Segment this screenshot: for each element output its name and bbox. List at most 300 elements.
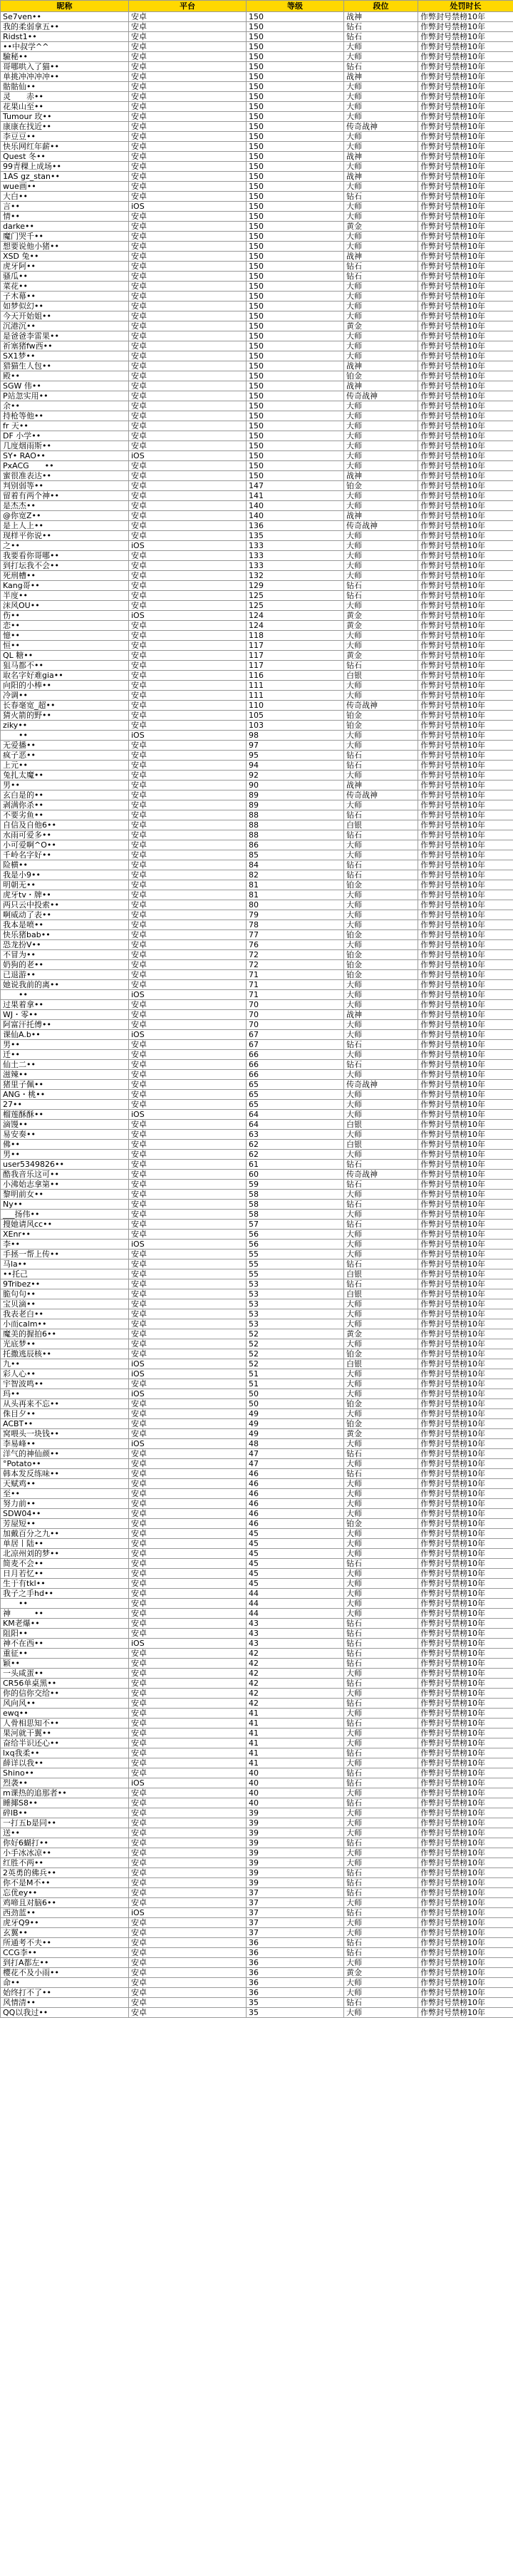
cell-nickname: 殿•• (1, 371, 129, 381)
cell-penalty: 作弊封号禁榜10年 (418, 1978, 513, 1988)
cell-nickname: 玄翼•• (1, 1928, 129, 1938)
cell-nickname: 始终打不了•• (1, 1988, 129, 1998)
cell-nickname: Quest 冬•• (1, 152, 129, 162)
cell-nickname: 玛•• (1, 1389, 129, 1399)
cell-platform: 安卓 (129, 1230, 247, 1240)
cell-platform: 安卓 (129, 82, 247, 92)
cell-rank: 钻石 (344, 1639, 418, 1649)
cell-nickname: 李易峰•• (1, 1439, 129, 1449)
cell-rank: 战神 (344, 381, 418, 391)
table-row (1, 132, 513, 142)
cell-platform: 安卓 (129, 242, 247, 252)
cell-nickname: 奋给半识还心•• (1, 1738, 129, 1748)
cell-platform: iOS (129, 541, 247, 551)
cell-penalty: 作弊封号禁榜10年 (418, 1579, 513, 1589)
cell-platform: 安卓 (129, 1738, 247, 1748)
cell-penalty: 作弊封号禁榜10年 (418, 681, 513, 691)
cell-penalty: 作弊封号禁榜10年 (418, 1309, 513, 1319)
cell-level: 150 (247, 262, 344, 272)
table-row (1, 1240, 513, 1250)
cell-nickname: 灵 赤•• (1, 92, 129, 102)
cell-platform: 安卓 (129, 112, 247, 122)
cell-nickname: DF 小学•• (1, 431, 129, 441)
cell-level: 150 (247, 391, 344, 401)
cell-rank: 大师 (344, 1828, 418, 1838)
cell-rank: 钻石 (344, 272, 418, 282)
table-row (1, 1689, 513, 1699)
cell-level: 45 (247, 1579, 344, 1589)
cell-platform: 安卓 (129, 761, 247, 771)
table-row (1, 800, 513, 810)
cell-platform: 安卓 (129, 411, 247, 421)
cell-nickname: wue画•• (1, 182, 129, 192)
cell-penalty: 作弊封号禁榜10年 (418, 1289, 513, 1299)
cell-level: 60 (247, 1170, 344, 1180)
table-row (1, 1549, 513, 1559)
cell-platform: 安卓 (129, 1010, 247, 1020)
cell-nickname: 你好6蝴打•• (1, 1838, 129, 1848)
cell-rank: 大师 (344, 980, 418, 990)
header-rank: 段位 (344, 1, 418, 12)
cell-penalty: 作弊封号禁榜10年 (418, 1000, 513, 1010)
cell-level: 35 (247, 2008, 344, 2018)
cell-rank: 战神 (344, 72, 418, 82)
cell-penalty: 作弊封号禁榜10年 (418, 1090, 513, 1100)
cell-platform: iOS (129, 1110, 247, 1120)
cell-nickname: 侏目夕•• (1, 1409, 129, 1419)
cell-level: 40 (247, 1778, 344, 1788)
cell-platform: 安卓 (129, 1609, 247, 1619)
table-row (1, 521, 513, 531)
cell-rank: 白银 (344, 1120, 418, 1130)
cell-platform: 安卓 (129, 950, 247, 960)
cell-platform: 安卓 (129, 601, 247, 611)
cell-level: 132 (247, 571, 344, 581)
cell-level: 52 (247, 1359, 344, 1369)
table-row (1, 880, 513, 890)
cell-platform: 安卓 (129, 1848, 247, 1858)
cell-nickname: 你不是M不•• (1, 1878, 129, 1888)
cell-rank: 战神 (344, 361, 418, 371)
cell-rank: 白银 (344, 1359, 418, 1369)
cell-platform: 安卓 (129, 1349, 247, 1359)
cell-platform: 安卓 (129, 701, 247, 711)
cell-nickname: 榴莲酥酥•• (1, 1110, 129, 1120)
cell-penalty: 作弊封号禁榜10年 (418, 1758, 513, 1768)
cell-nickname: 1AS gz_stan•• (1, 172, 129, 182)
cell-penalty: 作弊封号禁榜10年 (418, 72, 513, 82)
cell-platform: 安卓 (129, 1559, 247, 1569)
cell-penalty: 作弊封号禁榜10年 (418, 531, 513, 541)
cell-rank: 战神 (344, 1010, 418, 1020)
cell-rank: 大师 (344, 132, 418, 142)
header-row (1, 1, 513, 12)
cell-platform: 安卓 (129, 331, 247, 341)
table-row (1, 321, 513, 331)
table-row (1, 451, 513, 461)
cell-rank: 黄金 (344, 1968, 418, 1978)
cell-platform: 安卓 (129, 1190, 247, 1200)
cell-rank: 钻石 (344, 1908, 418, 1918)
cell-penalty: 作弊封号禁榜10年 (418, 242, 513, 252)
cell-nickname: 托撒逃辰核•• (1, 1349, 129, 1359)
cell-penalty: 作弊封号禁榜10年 (418, 1609, 513, 1619)
cell-nickname: 从头再来不忘•• (1, 1399, 129, 1409)
cell-nickname: 薛详以我•• (1, 1758, 129, 1768)
cell-nickname: 宝贝滴•• (1, 1299, 129, 1309)
cell-rank: 大师 (344, 431, 418, 441)
table-row (1, 1060, 513, 1070)
table-row (1, 1100, 513, 1110)
cell-level: 150 (247, 192, 344, 202)
cell-level: 56 (247, 1240, 344, 1250)
cell-level: 46 (247, 1489, 344, 1499)
cell-platform: 安卓 (129, 421, 247, 431)
cell-platform: 安卓 (129, 1629, 247, 1639)
cell-penalty: 作弊封号禁榜10年 (418, 1519, 513, 1529)
cell-penalty: 作弊封号禁榜10年 (418, 541, 513, 551)
cell-nickname: 忘优ey•• (1, 1888, 129, 1898)
cell-level: 150 (247, 331, 344, 341)
cell-rank: 钻石 (344, 1888, 418, 1898)
cell-rank: 大师 (344, 1369, 418, 1379)
cell-penalty: 作弊封号禁榜10年 (418, 1170, 513, 1180)
cell-penalty: 作弊封号禁榜10年 (418, 1130, 513, 1140)
cell-rank: 大师 (344, 850, 418, 860)
table-row (1, 1878, 513, 1888)
table-row (1, 2008, 513, 2018)
cell-nickname: 憶•• (1, 631, 129, 641)
cell-penalty: 作弊封号禁榜10年 (418, 930, 513, 940)
cell-platform: 安卓 (129, 1529, 247, 1539)
cell-platform: 安卓 (129, 840, 247, 850)
cell-penalty: 作弊封号禁榜10年 (418, 1768, 513, 1778)
table-row (1, 900, 513, 910)
cell-penalty: 作弊封号禁榜10年 (418, 152, 513, 162)
table-row (1, 222, 513, 232)
cell-platform: 安卓 (129, 571, 247, 581)
cell-rank: 大师 (344, 1070, 418, 1080)
cell-nickname: 恐龙扮V•• (1, 940, 129, 950)
cell-nickname: 无爱播•• (1, 741, 129, 751)
cell-rank: 大师 (344, 461, 418, 471)
cell-level: 150 (247, 142, 344, 152)
cell-platform: 安卓 (129, 302, 247, 311)
table-row (1, 1699, 513, 1709)
table-row (1, 1788, 513, 1798)
table-row (1, 1479, 513, 1489)
cell-nickname: 阿富汗托傅•• (1, 1020, 129, 1030)
cell-penalty: 作弊封号禁榜10年 (418, 1210, 513, 1220)
cell-rank: 战神 (344, 252, 418, 262)
cell-level: 65 (247, 1080, 344, 1090)
cell-platform: 安卓 (129, 1170, 247, 1180)
cell-rank: 大师 (344, 1978, 418, 1988)
cell-penalty: 作弊封号禁榜10年 (418, 22, 513, 32)
cell-level: 46 (247, 1479, 344, 1489)
cell-platform: 安卓 (129, 1150, 247, 1160)
cell-nickname: 睡揶S8•• (1, 1798, 129, 1808)
cell-penalty: 作弊封号禁榜10年 (418, 1719, 513, 1729)
cell-penalty: 作弊封号禁榜10年 (418, 1738, 513, 1748)
cell-rank: 大师 (344, 1319, 418, 1329)
cell-level: 150 (247, 102, 344, 112)
cell-level: 39 (247, 1878, 344, 1888)
cell-rank: 大师 (344, 212, 418, 222)
cell-rank: 白银 (344, 1140, 418, 1150)
cell-platform: 安卓 (129, 721, 247, 731)
cell-level: 42 (247, 1649, 344, 1659)
table-row (1, 411, 513, 421)
cell-platform: 安卓 (129, 441, 247, 451)
cell-penalty: 作弊封号禁榜10年 (418, 272, 513, 282)
cell-penalty: 作弊封号禁榜10年 (418, 1379, 513, 1389)
table-row (1, 1579, 513, 1589)
cell-nickname: QL 糖•• (1, 651, 129, 661)
cell-rank: 铂金 (344, 371, 418, 381)
cell-rank: 黄金 (344, 1329, 418, 1339)
table-row (1, 1649, 513, 1659)
cell-level: 150 (247, 182, 344, 192)
cell-level: 150 (247, 222, 344, 232)
cell-rank: 大师 (344, 1100, 418, 1110)
cell-penalty: 作弊封号禁榜10年 (418, 1639, 513, 1649)
cell-platform: 安卓 (129, 671, 247, 681)
cell-nickname: Ny•• (1, 1200, 129, 1210)
cell-penalty: 作弊封号禁榜10年 (418, 771, 513, 780)
cell-rank: 大师 (344, 1858, 418, 1868)
cell-penalty: 作弊封号禁榜10年 (418, 1838, 513, 1848)
cell-penalty: 作弊封号禁榜10年 (418, 1439, 513, 1449)
cell-platform: 安卓 (129, 401, 247, 411)
cell-penalty: 作弊封号禁榜10年 (418, 12, 513, 22)
table-row (1, 82, 513, 92)
cell-penalty: 作弊封号禁榜10年 (418, 1509, 513, 1519)
table-row (1, 341, 513, 351)
cell-platform: 安卓 (129, 1938, 247, 1948)
cell-penalty: 作弊封号禁榜10年 (418, 501, 513, 511)
cell-rank: 大师 (344, 1579, 418, 1589)
cell-rank: 钻石 (344, 860, 418, 870)
cell-penalty: 作弊封号禁榜10年 (418, 661, 513, 671)
cell-platform: 安卓 (129, 2008, 247, 2018)
cell-level: 111 (247, 681, 344, 691)
cell-platform: 安卓 (129, 1988, 247, 1998)
cell-penalty: 作弊封号禁榜10年 (418, 1479, 513, 1489)
cell-nickname: 小沸始志拿第•• (1, 1180, 129, 1190)
cell-rank: 大师 (344, 341, 418, 351)
cell-penalty: 作弊封号禁榜10年 (418, 292, 513, 302)
cell-penalty: 作弊封号禁榜10年 (418, 691, 513, 701)
table-row (1, 890, 513, 900)
table-row (1, 1978, 513, 1988)
table-row (1, 282, 513, 292)
cell-penalty: 作弊封号禁榜10年 (418, 1818, 513, 1828)
cell-level: 40 (247, 1798, 344, 1808)
table-row (1, 1489, 513, 1499)
cell-nickname: 快乐猪bab•• (1, 930, 129, 940)
table-row (1, 302, 513, 311)
cell-platform: 安卓 (129, 491, 247, 501)
cell-nickname: 红胜不两•• (1, 1858, 129, 1868)
cell-platform: iOS (129, 1369, 247, 1379)
cell-level: 133 (247, 541, 344, 551)
table-row (1, 1269, 513, 1279)
table-row (1, 1988, 513, 1998)
table-row (1, 1629, 513, 1639)
cell-level: 70 (247, 1000, 344, 1010)
cell-penalty: 作弊封号禁榜10年 (418, 282, 513, 292)
cell-nickname: Shino•• (1, 1768, 129, 1778)
cell-nickname: 9Tribez•• (1, 1279, 129, 1289)
cell-penalty: 作弊封号禁榜10年 (418, 252, 513, 262)
cell-rank: 钻石 (344, 32, 418, 42)
cell-nickname: ANG・桃•• (1, 1090, 129, 1100)
table-row (1, 551, 513, 561)
cell-rank: 大师 (344, 1689, 418, 1699)
cell-level: 80 (247, 900, 344, 910)
cell-level: 150 (247, 471, 344, 481)
cell-platform: 安卓 (129, 192, 247, 202)
table-row (1, 1599, 513, 1609)
cell-level: 141 (247, 491, 344, 501)
cell-nickname: 骷骷仙•• (1, 82, 129, 92)
cell-platform: 安卓 (129, 1958, 247, 1968)
cell-platform: 安卓 (129, 1120, 247, 1130)
cell-penalty: 作弊封号禁榜10年 (418, 1459, 513, 1469)
cell-platform: 安卓 (129, 351, 247, 361)
cell-rank: 大师 (344, 531, 418, 541)
cell-level: 71 (247, 990, 344, 1000)
cell-penalty: 作弊封号禁榜10年 (418, 371, 513, 381)
cell-penalty: 作弊封号禁榜10年 (418, 830, 513, 840)
cell-rank: 大师 (344, 1918, 418, 1928)
cell-nickname: 重征•• (1, 1649, 129, 1659)
cell-rank: 钻石 (344, 1768, 418, 1778)
cell-nickname: 宇智波鸣•• (1, 1379, 129, 1389)
table-row (1, 1439, 513, 1449)
cell-level: 150 (247, 311, 344, 321)
cell-nickname: 伤•• (1, 611, 129, 621)
cell-platform: 安卓 (129, 1060, 247, 1070)
cell-penalty: 作弊封号禁榜10年 (418, 1080, 513, 1090)
cell-penalty: 作弊封号禁榜10年 (418, 1269, 513, 1279)
table-row (1, 611, 513, 621)
table-row (1, 1419, 513, 1429)
cell-penalty: 作弊封号禁榜10年 (418, 1010, 513, 1020)
cell-level: 150 (247, 401, 344, 411)
cell-rank: 大师 (344, 1758, 418, 1768)
cell-platform: 安卓 (129, 1419, 247, 1429)
cell-penalty: 作弊封号禁榜10年 (418, 1898, 513, 1908)
cell-nickname: 兔扎太魔•• (1, 771, 129, 780)
cell-platform: 安卓 (129, 1180, 247, 1190)
cell-platform: 安卓 (129, 1140, 247, 1150)
cell-rank: 大师 (344, 1309, 418, 1319)
cell-platform: 安卓 (129, 1748, 247, 1758)
cell-platform: 安卓 (129, 930, 247, 940)
cell-rank: 大师 (344, 1250, 418, 1259)
cell-nickname: 神 •• (1, 1609, 129, 1619)
cell-level: 37 (247, 1898, 344, 1908)
cell-penalty: 作弊封号禁榜10年 (418, 1279, 513, 1289)
cell-level: 44 (247, 1589, 344, 1599)
cell-rank: 钻石 (344, 1868, 418, 1878)
table-row (1, 1030, 513, 1040)
cell-penalty: 作弊封号禁榜10年 (418, 641, 513, 651)
cell-platform: 安卓 (129, 1768, 247, 1778)
cell-rank: 大师 (344, 1439, 418, 1449)
cell-platform: 安卓 (129, 860, 247, 870)
cell-level: 118 (247, 631, 344, 641)
cell-rank: 铂金 (344, 960, 418, 970)
cell-nickname: 疯子恶•• (1, 751, 129, 761)
table-row (1, 721, 513, 731)
cell-rank: 黄金 (344, 621, 418, 631)
cell-level: 150 (247, 92, 344, 102)
cell-platform: 安卓 (129, 272, 247, 282)
cell-penalty: 作弊封号禁榜10年 (418, 1110, 513, 1120)
table-row (1, 701, 513, 711)
cell-rank: 钻石 (344, 1938, 418, 1948)
table-row (1, 292, 513, 302)
cell-platform: 安卓 (129, 1449, 247, 1459)
cell-nickname: 之•• (1, 541, 129, 551)
cell-platform: 安卓 (129, 1409, 247, 1419)
cell-penalty: 作弊封号禁榜10年 (418, 192, 513, 202)
table-row (1, 142, 513, 152)
cell-platform: 安卓 (129, 920, 247, 930)
cell-penalty: 作弊封号禁榜10年 (418, 1529, 513, 1539)
cell-penalty: 作弊封号禁榜10年 (418, 751, 513, 761)
cell-penalty: 作弊封号禁榜10年 (418, 92, 513, 102)
cell-nickname: 天赋鸡•• (1, 1479, 129, 1489)
cell-penalty: 作弊封号禁榜10年 (418, 1230, 513, 1240)
cell-platform: 安卓 (129, 182, 247, 192)
cell-rank: 大师 (344, 1110, 418, 1120)
cell-level: 53 (247, 1299, 344, 1309)
table-row (1, 1659, 513, 1669)
table-row (1, 1090, 513, 1100)
table-row (1, 940, 513, 950)
cell-penalty: 作弊封号禁榜10年 (418, 980, 513, 990)
cell-penalty: 作弊封号禁榜10年 (418, 481, 513, 491)
cell-rank: 钻石 (344, 1629, 418, 1639)
cell-platform: 安卓 (129, 381, 247, 391)
cell-platform: 安卓 (129, 1838, 247, 1848)
cell-penalty: 作弊封号禁榜10年 (418, 1409, 513, 1419)
cell-nickname: 李•• (1, 1240, 129, 1250)
cell-platform: 安卓 (129, 1888, 247, 1898)
cell-platform: 安卓 (129, 1090, 247, 1100)
cell-rank: 钻石 (344, 1619, 418, 1629)
cell-penalty: 作弊封号禁榜10年 (418, 1689, 513, 1699)
cell-penalty: 作弊封号禁榜10年 (418, 2008, 513, 2018)
cell-platform: 安卓 (129, 1309, 247, 1319)
cell-nickname: 命•• (1, 1978, 129, 1988)
cell-nickname: 子木幕•• (1, 292, 129, 302)
table-row (1, 1339, 513, 1349)
cell-level: 150 (247, 351, 344, 361)
cell-nickname: 不冒为•• (1, 950, 129, 960)
table-row (1, 501, 513, 511)
cell-platform: 安卓 (129, 1329, 247, 1339)
cell-platform: 安卓 (129, 122, 247, 132)
cell-nickname: 单居丨陆•• (1, 1539, 129, 1549)
cell-platform: iOS (129, 1030, 247, 1040)
cell-penalty: 作弊封号禁榜10年 (418, 172, 513, 182)
cell-level: 150 (247, 431, 344, 441)
